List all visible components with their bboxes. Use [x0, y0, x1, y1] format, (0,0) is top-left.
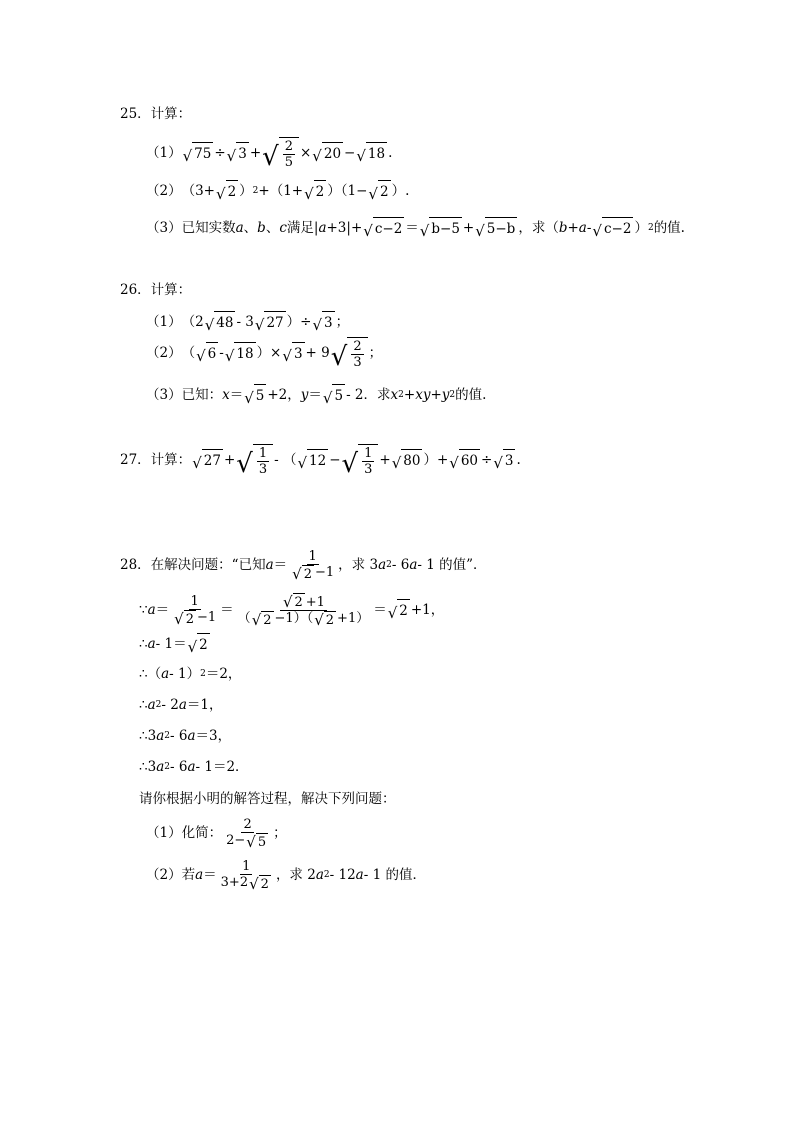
- var: a: [318, 220, 327, 236]
- sqrt-2: √ 2: [188, 633, 210, 655]
- var: a: [147, 697, 156, 713]
- radicand: 2: [197, 633, 210, 655]
- op-minus: −: [344, 145, 356, 161]
- text: ）: [634, 220, 648, 236]
- var: a: [147, 602, 156, 618]
- radicand: 3: [503, 449, 516, 471]
- numerator: 2: [353, 338, 362, 354]
- radicand: 2: [185, 611, 194, 627]
- var: y: [441, 387, 450, 403]
- sqrt-2: √ 2: [249, 874, 269, 893]
- sqrt-frac-1-3: √ $\frac{1}{3}$: [342, 444, 379, 477]
- var: y: [300, 387, 309, 403]
- expr: ）×: [256, 345, 282, 361]
- frac-1-3: [257, 446, 269, 477]
- text: 3: [147, 728, 157, 744]
- op: ＝: [155, 602, 170, 618]
- op: ÷: [481, 452, 493, 468]
- op-times: ×: [299, 145, 312, 161]
- q25-part2: （2） （3+ √ 2 ） 2 +（1+ √ 2 ）（1− √ 2 ）.: [146, 180, 409, 202]
- text: −1）（: [274, 610, 314, 626]
- q28-title: 28．在解决问题：“已知: [120, 557, 266, 573]
- radicand: 3: [292, 342, 305, 364]
- text: ＝2，: [205, 666, 242, 682]
- op-plus: +: [249, 145, 262, 161]
- op: ＝: [220, 602, 234, 618]
- label: （1）: [146, 314, 182, 330]
- radicand: 2: [263, 612, 272, 628]
- sqrt-c-2: √ c−2: [592, 217, 633, 239]
- sqrt-2: √ 2: [282, 592, 303, 611]
- q28-step1: [139, 592, 444, 628]
- radicand: 12: [307, 449, 328, 471]
- q28-prompt: [139, 789, 396, 809]
- sqrt-3: √ 3: [282, 342, 304, 364]
- sqrt-2: √ 2: [388, 599, 410, 621]
- sqrt-2: √ 2: [314, 610, 335, 629]
- sqrt-frac-1-3: √ $\frac{1}{3}$: [236, 444, 273, 477]
- therefore-symbol: ∴: [139, 728, 148, 744]
- radicand: 2: [378, 180, 391, 202]
- q26-part1: [146, 311, 349, 333]
- text: - 2: [161, 697, 179, 713]
- q28-step4: ∴ a 2 - 2 a ＝1，: [139, 697, 223, 713]
- prompt-text: 请你根据小明的解答过程，解决下列问题：: [139, 791, 396, 807]
- numerator: 1: [190, 593, 199, 609]
- q26-part2: [146, 338, 383, 372]
- op: ＝: [203, 867, 217, 883]
- expr: -: [219, 345, 224, 361]
- radicand: b−5: [429, 217, 462, 239]
- radicand: 80: [401, 449, 422, 471]
- text: +2，: [267, 387, 301, 403]
- denominator: [171, 610, 218, 627]
- radicand: 2: [314, 180, 327, 202]
- radicand: 2: [303, 566, 312, 582]
- text: 已知实数: [181, 220, 236, 236]
- denominator: 3: [258, 461, 268, 477]
- q25-part3: （3） 已知实数 a 、 b 、 c 满足| a +3|+ √ c−2 ＝ √ b−5 + √ 5−b ，求（ b + a - √ c−2 ） 2 的值.: [146, 217, 685, 239]
- frac-1-sqrt2-minus-1: [289, 549, 336, 582]
- frac-2-over-2-minus-sqrt5: [224, 817, 271, 850]
- q28-step5: ∴ 3 a 2 - 6 a ＝3，: [139, 728, 232, 744]
- var: a: [147, 636, 156, 652]
- expr: ）÷: [286, 314, 312, 330]
- text: −1: [315, 564, 335, 580]
- sqrt-80: √ 80: [392, 449, 423, 471]
- text: +1）: [337, 610, 370, 626]
- text: 已知：: [181, 387, 223, 403]
- expr: ）+: [423, 452, 449, 468]
- radicand: 60: [459, 449, 480, 471]
- expr: （3+: [181, 183, 215, 199]
- expr: （: [181, 345, 196, 361]
- var: a: [409, 557, 418, 573]
- var: a: [315, 867, 324, 883]
- sqrt-5: √ 5: [244, 384, 266, 406]
- sqrt-5-b: √ 5−b: [475, 217, 517, 239]
- sqrt-5: √ 5: [246, 832, 267, 851]
- radicand: 20: [322, 142, 343, 164]
- sqrt-48: √ 48: [205, 311, 236, 333]
- text: +3|+: [326, 220, 363, 236]
- radicand: 5−b: [485, 217, 518, 239]
- q28-step6: ∴ 3 a 2 - 6 a - 1＝2．: [139, 759, 249, 775]
- text: - 2．求: [346, 387, 391, 403]
- radicand: 2: [325, 612, 335, 628]
- sqrt-c-2: √ c−2: [363, 217, 404, 239]
- text: 的值.: [455, 387, 487, 403]
- expr: ；: [368, 345, 383, 361]
- expr: ）.: [391, 183, 410, 199]
- numerator: [280, 593, 327, 611]
- radicand: 48: [214, 311, 235, 333]
- sqrt-75: √ 75: [183, 142, 214, 164]
- sqrt-12: √ 12: [297, 449, 328, 471]
- sqrt-b-5: √ b−5: [420, 217, 462, 239]
- text: （: [147, 666, 162, 682]
- var: a: [235, 220, 244, 236]
- sqrt-2: √ 2: [368, 180, 390, 202]
- radicand: 5: [332, 384, 345, 406]
- radicand: 3: [322, 311, 335, 333]
- text: - 1＝: [155, 636, 187, 652]
- numerator: 1: [242, 858, 251, 874]
- q25-p2-label: （2）: [146, 183, 182, 199]
- radicand: 27: [264, 311, 285, 333]
- sqrt-60: √ 60: [449, 449, 480, 471]
- text: ，求 2: [275, 867, 316, 883]
- sqrt-6: √ 6: [196, 342, 218, 364]
- var: xy: [415, 387, 431, 403]
- text: （: [237, 610, 251, 626]
- numerator: 1: [258, 445, 268, 461]
- text: ＝3，: [195, 728, 232, 744]
- q28-step2: [139, 633, 211, 655]
- var: x: [390, 387, 399, 403]
- label: （1）: [146, 825, 182, 841]
- op: ＝: [373, 602, 387, 618]
- radicand: 18: [234, 342, 255, 364]
- text: ＝: [229, 387, 244, 403]
- sqrt-3: √ 3: [493, 449, 515, 471]
- op: +: [223, 452, 236, 468]
- var: a: [265, 557, 274, 573]
- q27-title: 27．计算：: [120, 452, 192, 468]
- because-symbol: ∵: [139, 602, 148, 618]
- op-div: ÷: [214, 145, 226, 161]
- radicand: 5: [254, 384, 267, 406]
- expr: ）: [239, 183, 253, 199]
- text: -: [586, 220, 592, 236]
- q28-part1: [146, 816, 287, 850]
- var: a: [378, 557, 387, 573]
- q25-p3-label: （3）: [146, 220, 182, 236]
- text: 满足|: [286, 220, 319, 236]
- q25-title: [120, 104, 191, 124]
- q26-title: [120, 280, 191, 300]
- var: a: [187, 759, 196, 775]
- therefore-symbol: ∴: [139, 636, 148, 652]
- var: a: [156, 728, 165, 744]
- text: ＝1，: [186, 697, 223, 713]
- text: ；: [273, 825, 287, 841]
- text: 化简：: [181, 825, 223, 841]
- numerator: 2: [243, 816, 252, 832]
- text: - 1 的值．: [363, 867, 426, 883]
- radicand: 2: [260, 876, 269, 892]
- q25-title-text: 25．计算：: [120, 106, 192, 122]
- text: +: [430, 387, 442, 403]
- sqrt-3: √ 3: [312, 311, 334, 333]
- q26-part3: （3） 已知： x ＝ √ 5 +2， y ＝ √ 5 - 2．求 x 2 + xy + y 2 的值.: [146, 384, 486, 406]
- numerator: 2: [284, 138, 293, 154]
- period: .: [388, 145, 393, 161]
- period: .: [516, 452, 521, 468]
- text: - 6: [169, 728, 188, 744]
- sqrt-27: √ 27: [255, 311, 286, 333]
- text: ＝: [405, 220, 419, 236]
- var: b: [257, 220, 266, 236]
- q28-title-line: 28．在解决问题：“已知 a ＝ 1 √ 2 −1 ，求 3 a 2 - 6 a - 1 的值”．: [120, 548, 487, 583]
- expr: +（1+: [258, 183, 304, 199]
- var: a: [195, 867, 204, 883]
- text: 若: [181, 867, 196, 883]
- sqrt-18: √ 18: [225, 342, 256, 364]
- expr: ）（1−: [327, 183, 368, 199]
- sqrt-18: √ 18: [356, 142, 387, 164]
- op: +: [379, 452, 391, 468]
- sqrt-2: √ 2: [304, 180, 326, 202]
- op: −: [329, 452, 341, 468]
- var: c: [279, 220, 287, 236]
- expr: （2: [181, 314, 204, 330]
- denominator: 3: [364, 461, 373, 477]
- expr: + 9: [305, 345, 330, 361]
- text: 、: [243, 220, 258, 236]
- radicand: 18: [366, 142, 387, 164]
- text: +: [462, 220, 475, 236]
- expr: - （: [274, 452, 297, 468]
- text: ，求（: [518, 220, 559, 236]
- text: - 1 的值”．: [417, 557, 487, 573]
- numerator: 1: [364, 445, 373, 461]
- var: a: [578, 220, 587, 236]
- frac-2-3: [351, 339, 363, 370]
- sqrt-2: √ 2: [251, 610, 272, 629]
- text: 3+2: [220, 874, 249, 890]
- var: a: [178, 697, 187, 713]
- therefore-symbol: ∴: [139, 759, 148, 775]
- q28-part2: （2） 若 a ＝ 1 3+2 √ 2 ，求 2 a 2 - 12 a - 1 的值．: [146, 858, 426, 893]
- radicand: 75: [192, 142, 213, 164]
- frac-1-sqrt2-minus-1: [171, 594, 218, 627]
- denominator: 5: [284, 154, 293, 170]
- expr: ；: [335, 314, 350, 330]
- radicand: 2: [397, 599, 410, 621]
- var: b: [558, 220, 568, 236]
- var: a: [355, 867, 364, 883]
- radicand: 2: [226, 180, 239, 202]
- text: - 12: [329, 867, 356, 883]
- var: a: [161, 666, 170, 682]
- sqrt-2: √ 2: [216, 180, 238, 202]
- text: +: [403, 387, 416, 403]
- sqrt-27: √ 27: [192, 449, 223, 471]
- label: （2）: [146, 345, 182, 361]
- q26-title-text: 26．计算：: [120, 282, 192, 298]
- text: - 1＝2．: [195, 759, 249, 775]
- text: - 6: [169, 759, 188, 775]
- sqrt-2: √ 2: [292, 564, 312, 583]
- text: - 1）: [169, 666, 201, 682]
- frac-1-3: [362, 446, 374, 477]
- text: 3: [147, 759, 157, 775]
- denominator: [236, 611, 372, 628]
- var: x: [222, 387, 230, 403]
- q27-line: [120, 444, 521, 479]
- text: 的值.: [653, 220, 685, 236]
- var: a: [187, 728, 196, 744]
- frac-2-5: [283, 139, 295, 170]
- text: 2−: [226, 832, 246, 848]
- denominator: 3: [353, 354, 362, 370]
- q25-part1: [146, 138, 393, 172]
- sqrt-20: √ 20: [312, 142, 343, 164]
- sqrt-frac-2-3: √ $\frac{2}{3}$: [331, 337, 368, 370]
- denominator: [224, 833, 271, 850]
- text: - 6: [391, 557, 410, 573]
- text: ，求 3: [338, 557, 379, 573]
- therefore-symbol: ∴: [139, 697, 148, 713]
- sqrt-frac-2-5: √ $\frac{2}{5}$: [262, 137, 299, 170]
- radicand: 2: [294, 594, 303, 610]
- sqrt-3: √ 3: [227, 142, 249, 164]
- var: a: [156, 759, 165, 775]
- sqrt-2: √ 2: [174, 609, 194, 628]
- radicand: 27: [202, 449, 223, 471]
- text: +1，: [410, 602, 445, 618]
- text: ＝: [308, 387, 322, 403]
- frac-1-over-3-plus-2sqrt2: [219, 859, 274, 892]
- text: 、: [265, 220, 280, 236]
- op: ＝: [273, 557, 288, 573]
- radicand: 6: [206, 342, 219, 364]
- q28-step3: ∴ （ a - 1） 2 ＝2，: [139, 666, 242, 682]
- label: （2）: [146, 867, 182, 883]
- label: （3）: [146, 387, 182, 403]
- radicand: c−2: [373, 217, 404, 239]
- text: +1: [305, 594, 325, 610]
- numerator: 1: [308, 548, 317, 564]
- q25-p1-label: （1）: [146, 145, 182, 161]
- radicand: 5: [257, 834, 267, 850]
- radicand: c−2: [602, 217, 633, 239]
- expr: - 3: [236, 314, 254, 330]
- text: +: [567, 220, 579, 236]
- frac-rationalized: [236, 593, 372, 628]
- denominator: [219, 875, 274, 892]
- sqrt-5: √ 5: [323, 384, 345, 406]
- therefore-symbol: ∴: [139, 666, 148, 682]
- radicand: 3: [236, 142, 249, 164]
- text: −1: [197, 609, 217, 625]
- denominator: [289, 565, 336, 582]
